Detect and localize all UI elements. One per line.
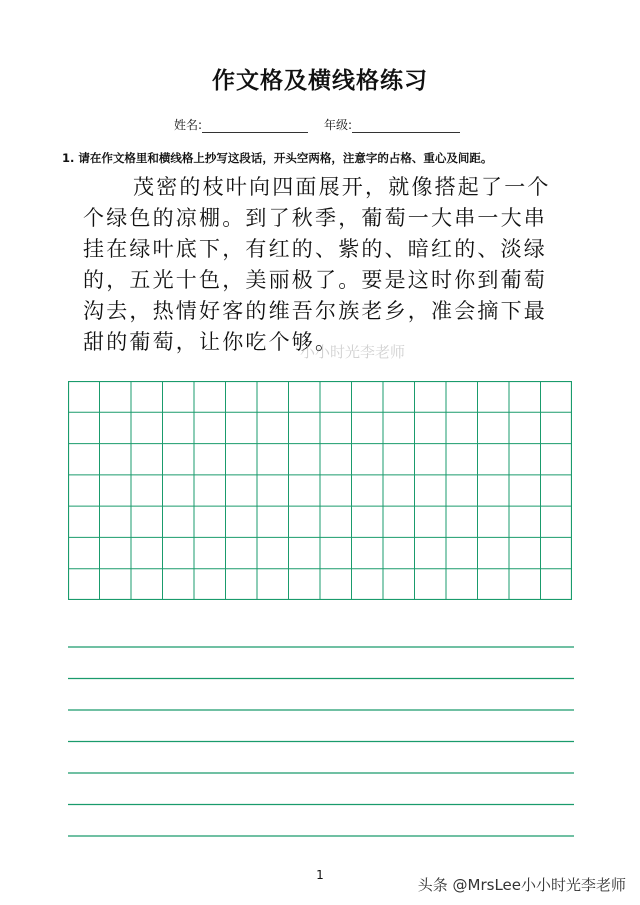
passage-line: 甜的葡萄，让你吃个够。 — [83, 330, 339, 354]
page-title: 作文格及横线格练习 — [212, 68, 428, 94]
model-passage — [83, 172, 563, 358]
passage-line: 个绿色的凉棚。到了秋季，葡萄一大串一大串 — [83, 206, 547, 230]
passage-line: 沟去，热情好客的维吾尔族老乡，准会摘下最 — [83, 299, 547, 323]
grade-blank-line — [352, 118, 460, 133]
grade-label: 年级: — [324, 118, 353, 132]
passage-line: 挂在绿叶底下，有红的、紫的、暗红的、淡绿 — [83, 237, 547, 261]
footer-credit: 头条 @MrsLee小小时光李老师 — [417, 876, 626, 894]
watermark-text: 小小时光李老师 — [300, 343, 406, 361]
passage-line: 茂密的枝叶向四面展开，就像搭起了一个 — [133, 175, 551, 199]
exercise-instruction: 1. 请在作文格里和横线格上抄写这段话，开头空两格，注意字的占格、重心及间距。 — [62, 151, 493, 165]
page-number: 1 — [316, 868, 324, 882]
writing-grid[interactable] — [68, 381, 572, 600]
student-info-row — [174, 116, 460, 133]
passage-line: 的，五光十色，美丽极了。要是这时你到葡萄 — [83, 268, 547, 292]
name-blank-line — [202, 118, 308, 133]
name-label: 姓名: — [174, 118, 203, 132]
